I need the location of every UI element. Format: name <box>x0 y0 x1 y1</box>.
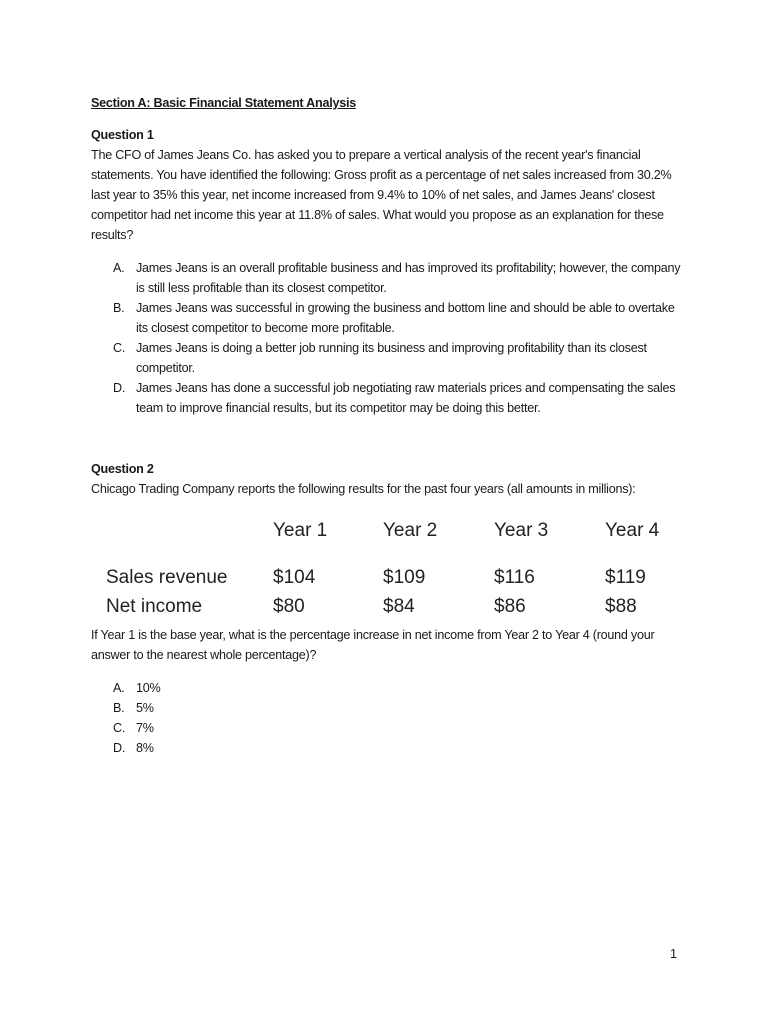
option-text: James Jeans has done a successful job negotiating raw materials prices and compensating the sales team to improve financial results, but its competitor may be doing this better. <box>136 381 676 415</box>
option-text: James Jeans was successful in growing the business and bottom line and should be able to overtake its closest competitor to become more profitable. <box>136 301 675 335</box>
question-2-heading: Question 2 <box>91 462 154 476</box>
table-header-year-3: Year 3 <box>494 520 549 541</box>
table-cell: $104 <box>273 567 316 588</box>
option-text: 5% <box>136 701 154 715</box>
option-letter: B. <box>113 701 125 715</box>
option-text: 8% <box>136 741 154 755</box>
question-2-intro: Chicago Trading Company reports the following results for the past four years (all amounts in millions): <box>91 482 636 496</box>
question-1-option-d <box>91 378 683 418</box>
question-1-option-b <box>91 298 683 338</box>
option-text: 10% <box>136 681 161 695</box>
question-2-option-a <box>91 678 683 698</box>
option-letter: C. <box>113 341 126 355</box>
table-header-year-4: Year 4 <box>605 520 660 541</box>
option-text: James Jeans is an overall profitable business and has improved its profitability; however, the company is still less profitable than its closest competitor. <box>136 261 681 295</box>
question-2-option-c <box>91 718 683 738</box>
option-letter: C. <box>113 721 126 735</box>
table-cell: $109 <box>383 567 426 588</box>
question-1-heading: Question 1 <box>91 128 154 142</box>
table-cell: $86 <box>494 596 526 617</box>
table-cell: $84 <box>383 596 415 617</box>
question-1-options <box>91 258 683 418</box>
results-table <box>91 501 683 617</box>
question-1-option-a <box>91 258 683 298</box>
table-header-year-2: Year 2 <box>383 520 438 541</box>
question-2-text: If Year 1 is the base year, what is the percentage increase in net income from Year 2 to Year 4 (round your answer to the nearest whole percentage)? <box>91 628 655 662</box>
table-cell: $88 <box>605 596 637 617</box>
table-cell: $119 <box>605 567 646 588</box>
option-letter: A. <box>113 261 125 275</box>
option-text: 7% <box>136 721 154 735</box>
question-1-option-c <box>91 338 683 378</box>
section-title: Section A: Basic Financial Statement Analysis <box>91 96 356 110</box>
question-2-option-b <box>91 698 683 718</box>
option-text: James Jeans is doing a better job running its business and improving profitability than its closest competitor. <box>136 341 647 375</box>
question-2-options <box>91 678 683 758</box>
table-cell: $80 <box>273 596 305 617</box>
option-letter: D. <box>113 741 126 755</box>
table-row-label-net-income: Net income <box>106 596 203 617</box>
table-header-year-1: Year 1 <box>273 520 328 541</box>
question-1-text: The CFO of James Jeans Co. has asked you to prepare a vertical analysis of the recent year's financial statements. You have identified the following: Gross profit as a percentage of net sales increased from 30.2% last year to 35% this year, net income increased from 9.4% to 10% of net sales, and James Jeans' closest competitor had net income this year at 11.8% of sales. What would you propose as an explanation for these results? <box>91 148 672 242</box>
option-letter: D. <box>113 381 126 395</box>
table-row-label-sales-revenue: Sales revenue <box>106 567 228 588</box>
table-cell: $116 <box>494 567 535 588</box>
page-number: 1 <box>670 947 678 961</box>
page-content <box>91 93 683 758</box>
option-letter: B. <box>113 301 125 315</box>
option-letter: A. <box>113 681 125 695</box>
question-2-option-d <box>91 738 683 758</box>
